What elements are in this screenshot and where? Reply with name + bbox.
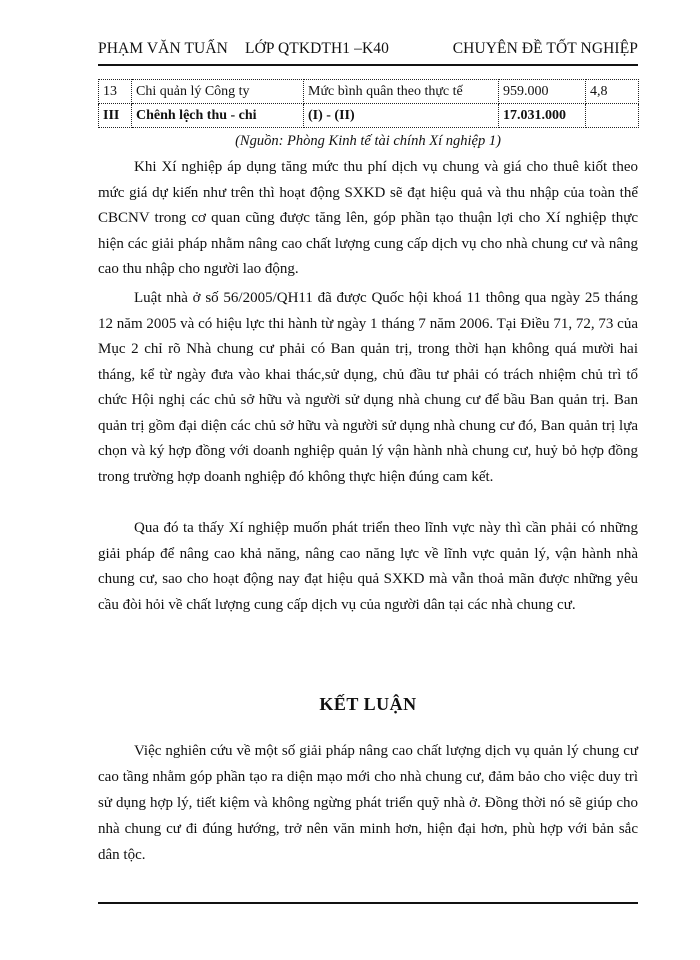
paragraph: Khi Xí nghiệp áp dụng tăng mức thu phí dịch vụ chung và giá cho thuê kiốt theo mức giá dự kiến như trên thì hoạt động SXKD sẽ đạt hiệu quả và thu nhập của toàn thể CBCNV trong cơ quan cũng được tăng lên, góp phần tạo thuận lợi cho Xí nghiệp thực hiện các giải pháp nhằm nâng cao chất lượng cung cấp dịch vụ cho nhà chung cư và nâng cao thu nhập cho người lao động. (98, 159, 638, 277)
finance-table (98, 79, 639, 128)
paragraph: Luật nhà ở số 56/2005/QH11 đã được Quốc hội khoá 11 thông qua ngày 25 tháng 12 năm 2005 và có hiệu lực thi hành từ ngày 1 tháng 7 năm 2006. Tại Điều 71, 72, 73 của Mục 2 chỉ rõ Nhà chung cư phải có Ban quản trị, trong thời hạn không quá mười hai tháng, kể từ ngày đưa vào khai thác,sử dụng, chủ đầu tư phải có trách nhiệm chủ trì tổ chức Hội nghị các chủ sở hữu và người sử dụng nhà chung cư để bầu Ban quản trị. Ban quản trị gồm đại diện các chủ sở hữu và người sử dụng nhà chung cư đó, Ban quản trị lựa chọn và ký hợp đồng với doanh nghiệp quản lý vận hành nhà chung cư, huỷ bỏ hợp đồng trong trường hợp doanh nghiệp đó không thực hiện đúng cam kết. (98, 290, 638, 485)
header-title: CHUYÊN ĐỀ TỐT NGHIỆP (452, 40, 638, 57)
header-rule (98, 64, 638, 66)
cell-percent (586, 104, 639, 128)
cell-basis: (I) - (II) (304, 104, 499, 128)
cell-no: III (99, 104, 132, 128)
cell-amount: 17.031.000 (499, 104, 586, 128)
table-row (99, 104, 639, 128)
conclusion-heading: KẾT LUẬN (319, 694, 417, 714)
header-class: LỚP QTKDTH1 –K40 (245, 40, 389, 57)
cell-item: Chi quản lý Công ty (132, 80, 304, 104)
cell-no: 13 (99, 80, 132, 104)
footer-rule (98, 902, 638, 904)
conclusion-paragraph: Việc nghiên cứu về một số giải pháp nâng cao chất lượng dịch vụ quản lý chung cư cao tầng nhằm góp phần tạo ra diện mạo mới cho nhà chung cư, đảm bảo cho việc duy trì sử dụng hợp lý, tiết kiệm và không ngừng phát triển quỹ nhà ở. Đồng thời nó sẽ giúp cho nhà chung cư đi đúng hướng, trở nên văn minh hơn, hiện đại hơn, phù hợp với bản sắc dân tộc. (98, 743, 638, 863)
header-author: PHẠM VĂN TUẤN (98, 40, 228, 57)
cell-basis: Mức bình quân theo thực tế (304, 80, 499, 104)
page-header (98, 40, 638, 64)
cell-amount: 959.000 (499, 80, 586, 104)
paragraph: Qua đó ta thấy Xí nghiệp muốn phát triển theo lĩnh vực này thì cần phải có những giải pháp để nâng cao khả năng, nâng cao năng lực về lĩnh vực quản lý, vận hành nhà chung cư, sao cho hoạt động nay đạt hiệu quả SXKD mà vẫn thoả mãn được những yêu cầu đòi hỏi về chất lượng cung cấp dịch vụ của người dân tại các nhà chung cư. (98, 520, 638, 613)
table-row (99, 80, 639, 104)
cell-percent: 4,8 (586, 80, 639, 104)
table-source-note: (Nguồn: Phòng Kinh tế tài chính Xí nghiệp 1) (235, 133, 501, 149)
cell-item: Chênh lệch thu - chi (132, 104, 304, 128)
